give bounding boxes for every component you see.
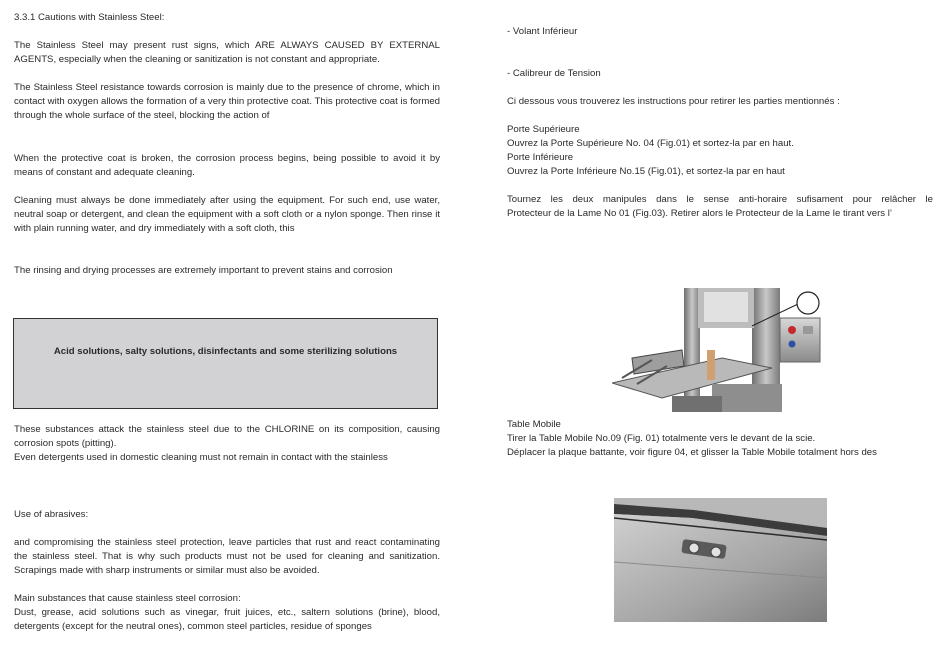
paragraph-cleaning: Cleaning must always be done immediately after using the equipment. For such end, use water, neutral soap or detergent, and clean the equipment with a soft cloth or a nylon sponge. Then rinse it with plain running water, and dry immediately with a soft cloth, this (14, 195, 440, 234)
paragraph-chlorine: These substances attack the stainless steel due to the CHLORINE on its composition, causing corrosion spots (pitting). (14, 424, 440, 449)
paragraph-protective-coat: When the protective coat is broken, the corrosion process begins, being possible to avoid it by means of constant and adequate cleaning. (14, 153, 440, 178)
subheading-table-mobile: Table Mobile (507, 419, 561, 430)
sliding-table-figure (614, 498, 827, 622)
instruction-table-mobile-line2: Déplacer la plaque battante, voir figure 04, et glisser la Table Mobile totalment hors des (507, 447, 877, 458)
caution-box (13, 318, 438, 409)
paragraph-main-substances: Dust, grease, acid solutions such as vinegar, fruit juices, etc., saltern solutions (brine), blood, detergents (except for the neutral ones), common steel particles, residue of sponges (14, 607, 440, 632)
paragraph-main-substances-heading: Main substances that cause stainless steel corrosion: (14, 593, 241, 604)
left-column (14, 11, 440, 25)
section-heading: 3.3.1 Cautions with Stainless Steel: (14, 12, 165, 23)
paragraph-instructions-intro: Ci dessous vous trouverez les instructions pour retirer les parties mentionnés : (507, 96, 840, 107)
instruction-table-mobile-line1: Tirer la Table Mobile No.09 (Fig. 01) totalmente vers le devant de la scie. (507, 433, 816, 444)
paragraph-detergents: Even detergents used in domestic cleaning must not remain in contact with the stainless (14, 452, 388, 463)
subheading-porte-inferieure: Porte Inférieure (507, 152, 574, 163)
paragraph-rust-signs: The Stainless Steel may present rust signs, which ARE ALWAYS CAUSED BY EXTERNAL AGENTS, especially when the cleaning or sanitization is not constant and appropriate. (14, 40, 440, 65)
band-saw-figure (612, 288, 835, 412)
instruction-porte-inferieure: Ouvrez la Porte Inférieure No.15 (Fig.01), et sortez-la par en haut (507, 166, 785, 177)
instruction-manipules-line2: Protecteur de la Lame No 01 (Fig.03). Retirer alors le Protecteur de la Lame le tirant vers l’ (507, 208, 892, 219)
paragraph-abrasives: and compromising the stainless steel protection, leave particles that rust and react contaminating the stainless steel. That is why such products must not be used for cleaning and sanitization. Scrapings made with sharp instruments or similar must also be avoided. (14, 537, 440, 576)
item-calibreur-tension: - Calibreur de Tension (507, 68, 601, 79)
instruction-manipules-line1: Tournez les deux manipules dans le sense anti-horaire sufisament pour relâcher le (507, 194, 933, 205)
instruction-porte-superieure: Ouvrez la Porte Supérieure No. 04 (Fig.01) et sortez-la par en haut. (507, 138, 794, 149)
paragraph-rinsing: The rinsing and drying processes are extremely important to prevent stains and corrosion (14, 265, 393, 276)
paragraph-abrasives-heading: Use of abrasives: (14, 509, 89, 520)
caution-box-text: Acid solutions, salty solutions, disinfectants and some sterilizing solutions (53, 346, 398, 357)
paragraph-chrome-resistance: The Stainless Steel resistance towards corrosion is mainly due to the presence of chrome, which in contact with oxygen allows the formation of a very thin protective coat. This protective coat is formed through the whole surface of the steel, blocking the action of (14, 82, 440, 121)
item-volant-inferieur: - Volant Inférieur (507, 26, 578, 37)
subheading-porte-superieure: Porte Supérieure (507, 124, 580, 135)
